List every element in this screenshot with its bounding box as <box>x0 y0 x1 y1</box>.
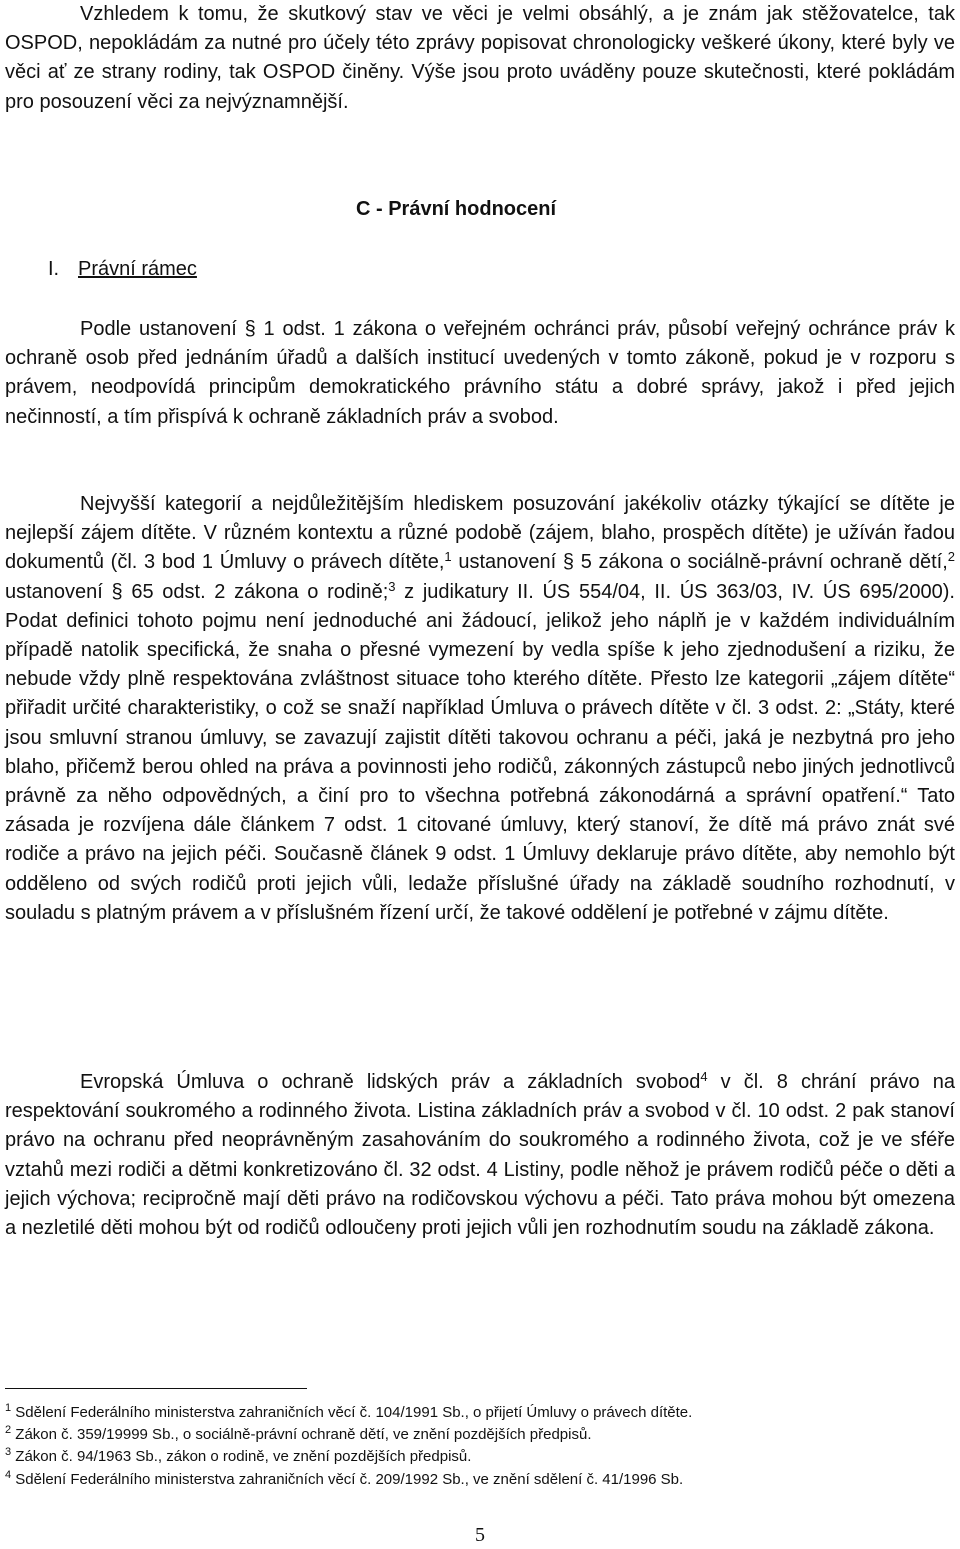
p3-text-a: Evropská Úmluva o ochraně lidských práv a základních svobod <box>80 1071 701 1093</box>
footnote-ref-3[interactable]: 3 <box>388 578 396 594</box>
p2-text-a: Nejvyšší kategorií a nejdůležitějším hlediskem posuzování jakékoliv otázky týkající se dítěte je nejlepší zájem dítěte. V různém kontextu a různé podobě (zájem, blaho, prospěch dítěte) je užíván řadou dokumentů (čl. 3 bod 1 Úmluvy o právech dítěte, <box>5 493 955 574</box>
p2-text-c: ustanovení § 65 odst. 2 zákona o rodině; <box>5 580 389 603</box>
footnote-4-number: 4 <box>5 1468 12 1481</box>
p3-text-b: v čl. 8 chrání právo na respektování soukromého a rodinného života. Listina základních práv a svobod v čl. 10 odst. 2 pak stanoví právo na ochranu před neoprávněným zasahováním do soukromého a rodinného života, což je ve sféře vztahů mezi rodiči a dětmi konkretizováno čl. 32 odst. 4 Listiny, podle něhož je právem rodičů péče o děti a jejich výchova; recipročně mají děti právo na rodičovskou výchovu a péči. Tato práva mohou být omezena a nezletilé děti mohou být od rodičů odloučeny proti jejich vůli jen rozhodnutím soudu na základě zákona. <box>5 1071 955 1240</box>
footnote-ref-2[interactable]: 2 <box>947 549 955 565</box>
footnotes <box>5 1402 955 1491</box>
footnote-divider <box>5 1388 307 1389</box>
page-number: 5 <box>475 1524 485 1546</box>
footnote-3-number: 3 <box>5 1446 12 1459</box>
child-interest-paragraph <box>5 490 955 928</box>
footnote-ref-4[interactable]: 4 <box>700 1069 708 1084</box>
section-heading: C - Právní hodnocení <box>356 198 557 220</box>
intro-paragraph: Vzhledem k tomu, že skutkový stav ve věci je velmi obsáhlý, a je znám jak stěžovatelce, tak OSPOD, nepokládám za nutné pro účely této zprávy popisovat chronologicky veškeré úkony, které byly ve věci ať ze strany rodiny, tak OSPOD činěny. Výše jsou proto uváděny pouze skutečnosti, které pokládám pro posouzení věci za nejvýznamnější. <box>5 3 955 113</box>
footnote-4-text: Sdělení Federálního ministerstva zahraničních věcí č. 209/1992 Sb., ve znění sdělení č. 41/1996 Sb. <box>11 1470 684 1488</box>
p2-text-b: ustanovení § 5 zákona o sociálně-právní ochraně dětí, <box>451 551 948 574</box>
convention-paragraph <box>5 1068 955 1243</box>
footnote-2 <box>5 1424 955 1446</box>
footnote-1 <box>5 1402 955 1424</box>
legal-basis-paragraph: Podle ustanovení § 1 odst. 1 zákona o veřejném ochránci práv, působí veřejný ochránce práv k ochraně osob před jednáním úřadů a dalších institucí uvedených v tomto zákoně, pokud je v rozporu s právem, neodpovídá principům demokratického právního státu a dobré správy, jakož i před jejich nečinností, a tím přispívá k ochraně základních práv a svobod. <box>5 318 955 428</box>
subsection-label: Právní rámec <box>78 258 197 280</box>
footnote-1-number: 1 <box>5 1402 12 1414</box>
footnote-3 <box>5 1446 955 1468</box>
subsection-number: I. <box>48 258 60 280</box>
p2-text-d: z judikatury II. ÚS 554/04, II. ÚS 363/03, IV. ÚS 695/2000). Podat definici tohoto pojmu není jednoduché ani žádoucí, jelikož jeho náplň je v každém individuálním případě natolik specifická, že snaha o přesné vymezení by vedla spíše k jeho zjednodušení a riziku, že nebude vždy plně respektována zvláštnost situace toho kterého dítěte. Přesto lze kategorii „zájem dítěte“ přiřadit určité charakteristiky, o což se snaží například Úmluva o právech dítěte v čl. 3 odst. 2: „Státy, které jsou smluvní stranou úmluvy, se zavazují zajistit dítěti takovou ochranu a péči, jaká je nezbytná pro jeho blaho, přičemž berou ohled na práva a povinnosti jeho rodičů, zákonných zástupců nebo jiných jednotlivců právně za něho odpovědných, a činí pro to všechna potřebná zákonodárná a správní opatření.“ Tato zásada je rozvíjena dále článkem 7 odst. 1 citované úmluvy, který stanoví, že dítě má právo znát své rodiče a právo na jejich péči. Současně článek 9 odst. 1 Úmluvy deklaruje právo dítěte, aby nemohlo být odděleno od svých rodičů proti jejich vůli, ledaže příslušné úřady na základě soudního rozhodnutí, v souladu s platným právem a v příslušném řízení určí, že takové oddělení je potřebné v zájmu dítěte. <box>5 580 955 924</box>
subsection-title <box>48 258 197 281</box>
footnote-ref-1[interactable]: 1 <box>444 549 452 565</box>
footnote-4 <box>5 1469 955 1491</box>
footnote-2-number: 2 <box>5 1424 12 1437</box>
footnote-1-text: Sdělení Federálního ministerstva zahraničních věcí č. 104/1991 Sb., o přijetí Úmluvy o právech dítěte. <box>11 1404 693 1421</box>
footnote-3-text: Zákon č. 94/1963 Sb., zákon o rodině, ve znění pozdějších předpisů. <box>11 1448 472 1466</box>
footnote-2-text: Zákon č. 359/19999 Sb., o sociálně-právní ochraně dětí, ve znění pozdějších předpisů. <box>11 1426 592 1444</box>
